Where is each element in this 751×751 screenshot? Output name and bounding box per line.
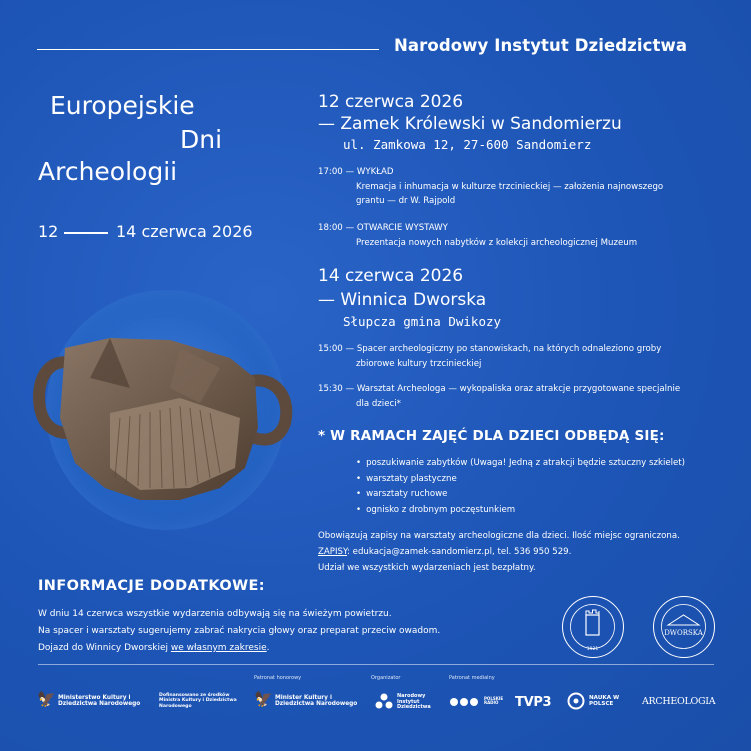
logo-ministry-2: Minister Kultury i Dziedzictwa Narodowego bbox=[275, 695, 358, 708]
info-p3-text: Dojazd do Winnicy Dworskiej bbox=[38, 643, 171, 653]
nauka-logo-icon bbox=[567, 692, 585, 710]
logo-funded: Dofinansowano ze środków Ministra Kultury i Dziedzictwa Narodowego bbox=[159, 693, 237, 709]
logo-nauka: NAUKA W POLSCE bbox=[589, 695, 620, 708]
info-p3-underlined: we własnym zakresie bbox=[170, 643, 267, 653]
event2-place: — Winnica Dworska bbox=[318, 290, 487, 310]
event2-item2-line1: 15:30 — Warsztat Archeologa — wykopaliska oraz atrakcje przygotowane specjalnie bbox=[318, 384, 681, 394]
date-dash bbox=[64, 232, 108, 234]
info-p3-end: . bbox=[266, 643, 270, 653]
dworska-seal-logo bbox=[653, 596, 715, 658]
event1-place: — Zamek Królewski w Sandomierzu bbox=[318, 114, 622, 134]
kids-heading: * W RAMACH ZAJĘĆ DLA DZIECI ODBĘDĄ SIĘ: bbox=[318, 428, 665, 444]
event2-address: Słupcza gmina Dwikozy bbox=[343, 314, 502, 329]
logo-nid: Narodowy Instytut Dziedzictwa bbox=[397, 693, 431, 711]
info-heading: INFORMACJE DODATKOWE: bbox=[38, 578, 265, 594]
label-media: Patronat medialny bbox=[449, 675, 495, 681]
label-honorary: Patronat honorowy bbox=[254, 675, 302, 681]
event1-item1-text: Kremacja i inhumacja w kulturze trzcinieckiej — założenia najnowszego bbox=[356, 182, 664, 192]
nid-logo-icon bbox=[375, 692, 393, 710]
list-item: • warsztaty plastyczne bbox=[356, 472, 685, 488]
event1-item1-text2: grantu — dr W. Rajpold bbox=[356, 196, 456, 206]
free-entry-note: Udział we wszystkich wydarzeniach jest bezpłatny. bbox=[318, 563, 536, 573]
info-paragraph-1: W dniu 14 czerwca wszystkie wydarzenia odbywają się na świeżym powietrzu. bbox=[38, 609, 392, 619]
event1-address: ul. Zamkowa 12, 27-600 Sandomierz bbox=[343, 137, 592, 152]
header-rule bbox=[37, 49, 379, 50]
registration-note: Obowiązują zapisy na warsztaty archeologiczne dla dzieci. Ilość miejsc ograniczona. bbox=[318, 531, 680, 541]
event2-item1-line1: 15:00 — Spacer archeologiczny po stanowiskach, na których odnaleziono groby bbox=[318, 344, 662, 354]
clay-vessel-image bbox=[30, 318, 300, 508]
eagle-icon: 🦅 bbox=[254, 690, 273, 708]
eagle-icon: 🦅 bbox=[37, 690, 56, 708]
registration-label: ZAPISY bbox=[318, 547, 348, 557]
registration-contact bbox=[318, 545, 571, 559]
date-start: 12 bbox=[38, 222, 59, 241]
list-item: • ognisko z drobnym poczęstunkiem bbox=[356, 503, 685, 519]
list-item: • warsztaty ruchowe bbox=[356, 487, 685, 503]
seal-year: 1921 bbox=[586, 647, 599, 652]
title-line3: Archeologii bbox=[38, 157, 178, 186]
radio-logo-icon bbox=[449, 697, 481, 707]
date-range bbox=[38, 222, 58, 241]
title-line1: Europejskie bbox=[50, 91, 195, 120]
kids-activities-list bbox=[356, 456, 685, 518]
registration-email-phone: : edukacja@zamek-sandomierz.pl, tel. 536 950 529. bbox=[347, 547, 572, 557]
logo-radio: POLSKIE RADIO bbox=[484, 696, 504, 706]
footer-rule bbox=[38, 664, 714, 665]
event1-item1-time: 17:00 — WYKŁAD bbox=[318, 167, 394, 177]
logo-tvp3: TVP3 bbox=[515, 695, 552, 710]
info-paragraph-2: Na spacer i warsztaty sugerujemy zabrać nakrycia głowy oraz preparat przeciw owadom. bbox=[38, 626, 441, 636]
event2-date: 14 czerwca 2026 bbox=[318, 266, 464, 286]
org-name: Narodowy Instytut Dziedzictwa bbox=[394, 36, 688, 55]
dworska-text: DWORSKA bbox=[664, 629, 703, 637]
event2-item1-line2: zbiorowe kultury trzcinieckiej bbox=[356, 359, 482, 369]
list-item: • poszukiwanie zabytków (Uwaga! Jedną z atrakcji będzie sztuczny szkielet) bbox=[356, 456, 685, 472]
museum-seal-logo bbox=[562, 596, 624, 658]
logo-archeologia: ARCHEOLOGIA bbox=[642, 696, 716, 707]
event1-item2-text: Prezentacja nowych nabytków z kolekcji archeologicznej Muzeum bbox=[356, 238, 638, 248]
info-paragraph-3 bbox=[38, 640, 270, 657]
title-line2: Dni bbox=[180, 125, 223, 154]
event1-date: 12 czerwca 2026 bbox=[318, 92, 464, 112]
logo-ministry-1: Ministerstwo Kultury i Dziedzictwa Narodowego bbox=[58, 695, 141, 708]
event2-item2-line2: dla dzieci* bbox=[356, 399, 401, 409]
event1-item2-time: 18:00 — OTWARCIE WYSTAWY bbox=[318, 223, 448, 233]
label-organizer: Organizator bbox=[371, 675, 401, 681]
date-end: 14 czerwca 2026 bbox=[116, 222, 253, 241]
